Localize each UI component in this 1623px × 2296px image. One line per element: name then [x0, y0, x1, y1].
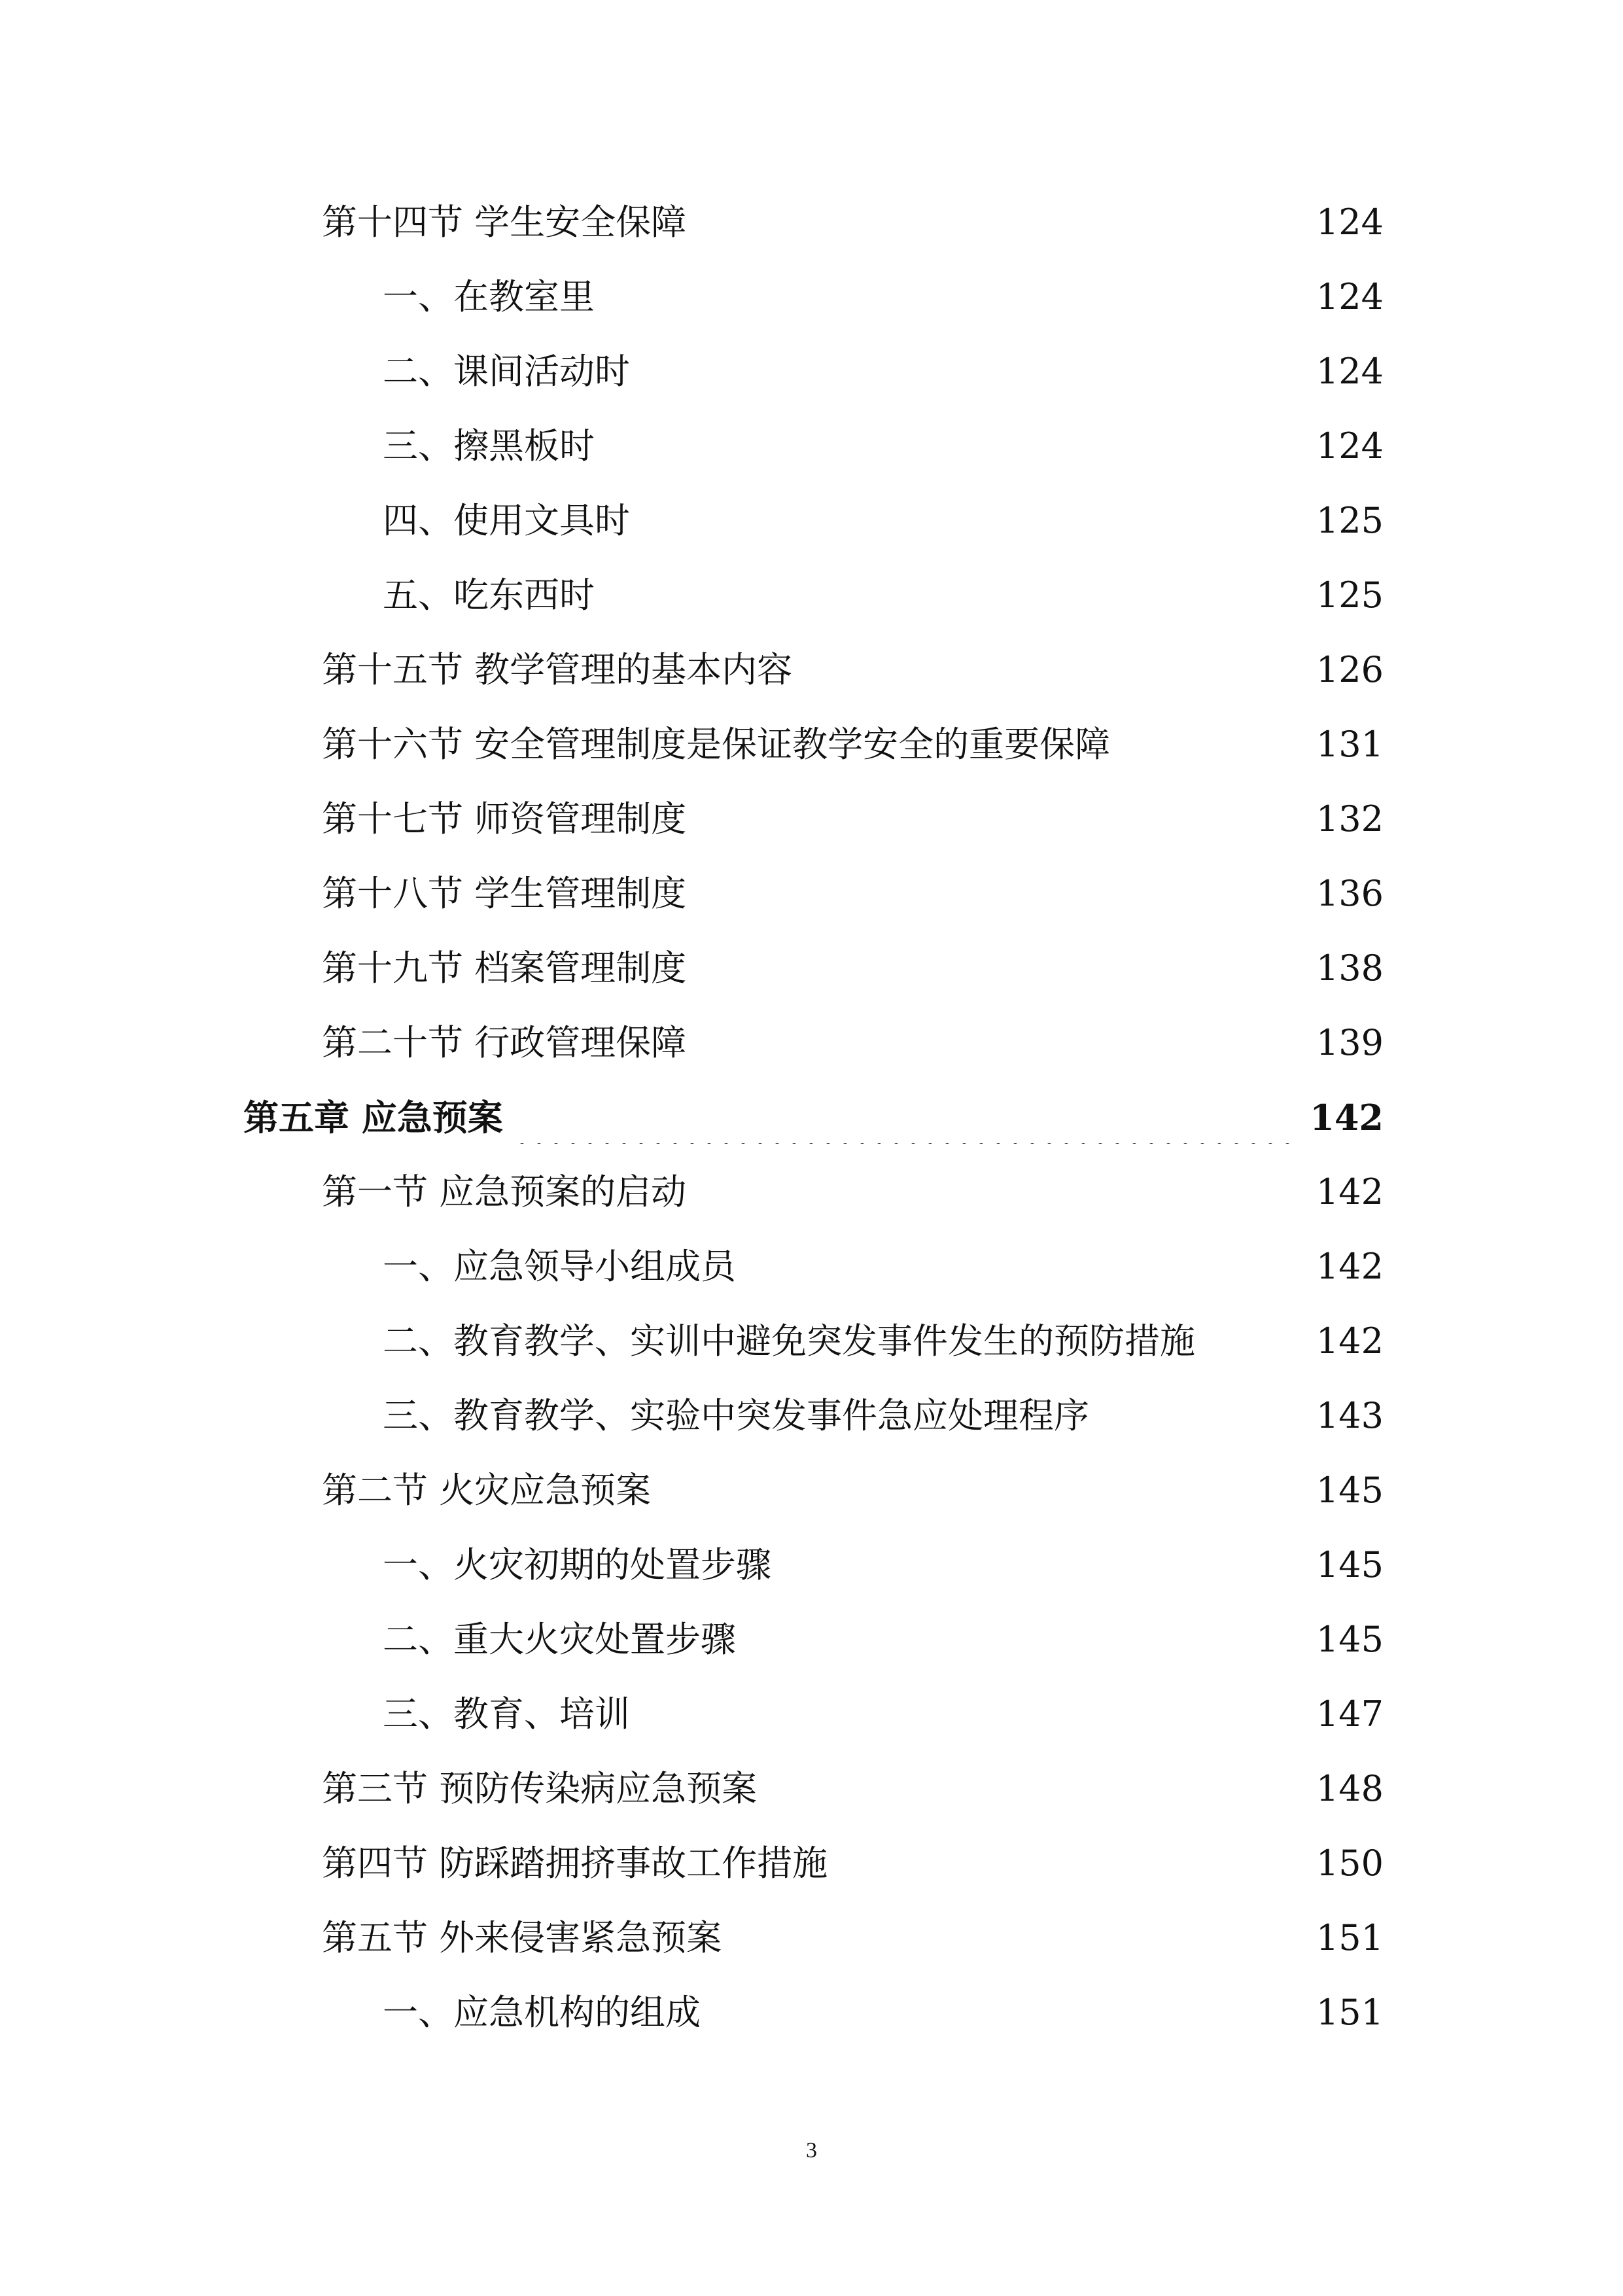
toc-entry-page: 147 — [1316, 1693, 1384, 1735]
dot-leader — [767, 1763, 1293, 1815]
toc-entry[interactable] — [322, 793, 1384, 845]
toc-entry-page: 124 — [1316, 425, 1384, 467]
toc-entry-page: 132 — [1316, 798, 1384, 839]
dot-leader — [1202, 1315, 1312, 1368]
toc-entry-page: 145 — [1316, 1544, 1384, 1585]
toc-entry-title: 第五节 外来侵害紧急预案 — [322, 1917, 722, 1958]
toc-entry-title: 第十四节 学生安全保障 — [322, 202, 687, 243]
dot-leader — [1121, 718, 1293, 771]
toc-entry[interactable] — [322, 868, 1384, 920]
dot-leader — [514, 1091, 1299, 1144]
toc-entry[interactable] — [383, 271, 1384, 323]
toc-entry-title: 四、使用文具时 — [383, 500, 630, 541]
toc-entry[interactable] — [383, 1241, 1384, 1293]
toc-entry-title: 第二十节 行政管理保障 — [322, 1022, 687, 1063]
toc-entry-page: 124 — [1316, 202, 1384, 243]
toc-entry-page: 124 — [1316, 351, 1384, 392]
toc-entry[interactable] — [322, 718, 1384, 771]
toc-entry[interactable] — [383, 1688, 1384, 1740]
toc-entry-page: 138 — [1316, 947, 1384, 989]
dot-leader — [697, 1017, 1293, 1069]
toc-entry-title: 三、擦黑板时 — [383, 425, 595, 467]
toc-entry-title: 第十九节 档案管理制度 — [322, 947, 687, 989]
toc-entry[interactable] — [383, 1390, 1384, 1442]
dot-leader — [601, 569, 1312, 622]
toc-entry-page: 125 — [1316, 500, 1384, 541]
toc-entry-page: 131 — [1316, 724, 1384, 765]
toc-entry[interactable] — [322, 942, 1384, 995]
toc-entry-title: 第五章 应急预案 — [243, 1097, 503, 1139]
toc-entry-title: 第二节 火灾应急预案 — [322, 1470, 652, 1511]
toc-entry-title: 第一节 应急预案的启动 — [322, 1171, 687, 1212]
toc-entry-page: 139 — [1316, 1022, 1384, 1063]
dot-leader — [803, 644, 1293, 696]
toc-entry-page: 151 — [1316, 1992, 1384, 2033]
toc-entry[interactable] — [383, 569, 1384, 622]
toc-entry-page: 150 — [1316, 1843, 1384, 1884]
dot-leader — [778, 1539, 1312, 1591]
toc-entry-page: 151 — [1316, 1917, 1384, 1958]
dot-leader — [637, 1688, 1312, 1740]
dot-leader — [732, 1912, 1293, 1964]
toc-entry-title: 第十六节 安全管理制度是保证教学安全的重要保障 — [322, 724, 1111, 765]
toc-entry-title: 第十八节 学生管理制度 — [322, 873, 687, 914]
toc-entry[interactable] — [322, 1837, 1384, 1890]
toc-entry[interactable] — [383, 1614, 1384, 1666]
toc-entry-title: 二、重大火灾处置步骤 — [383, 1619, 736, 1660]
dot-leader — [637, 345, 1312, 398]
dot-leader — [838, 1837, 1293, 1890]
toc-entry-page: 142 — [1316, 1246, 1384, 1287]
toc-entry-page: 143 — [1316, 1395, 1384, 1436]
toc-entry-title: 一、应急领导小组成员 — [383, 1246, 736, 1287]
toc-entry[interactable] — [383, 495, 1384, 547]
toc-entry-title: 一、火灾初期的处置步骤 — [383, 1544, 771, 1585]
toc-entry-page: 124 — [1316, 276, 1384, 317]
dot-leader — [637, 495, 1312, 547]
dot-leader — [742, 1241, 1312, 1293]
dot-leader — [601, 271, 1312, 323]
toc-entry-title: 一、在教室里 — [383, 276, 595, 317]
toc-chapter-entry[interactable] — [243, 1091, 1384, 1144]
dot-leader — [697, 196, 1293, 249]
toc-entry-page: 145 — [1316, 1470, 1384, 1511]
dot-leader — [742, 1614, 1312, 1666]
toc-entry[interactable] — [322, 1763, 1384, 1815]
toc-entry-title: 一、应急机构的组成 — [383, 1992, 701, 2033]
toc-entry-page: 142 — [1316, 1171, 1384, 1212]
toc-entry[interactable] — [383, 1315, 1384, 1368]
toc-entry-page: 125 — [1316, 574, 1384, 616]
dot-leader — [707, 1987, 1312, 2039]
dot-leader — [661, 1464, 1293, 1517]
toc-entry-page: 142 — [1316, 1320, 1384, 1362]
dot-leader — [697, 942, 1293, 995]
page-number: 3 — [806, 2138, 817, 2163]
toc-entry-title: 三、教育教学、实验中突发事件急应处理程序 — [383, 1395, 1089, 1436]
toc-entry-page: 142 — [1310, 1097, 1384, 1139]
dot-leader — [1096, 1390, 1312, 1442]
dot-leader — [697, 1166, 1293, 1218]
toc-entry[interactable] — [322, 196, 1384, 249]
toc-entry[interactable] — [383, 1539, 1384, 1591]
toc-entry-title: 第四节 防踩踏拥挤事故工作措施 — [322, 1843, 828, 1884]
toc-entry[interactable] — [383, 420, 1384, 472]
toc-entry-title: 第十七节 师资管理制度 — [322, 798, 687, 839]
toc-entry-title: 五、吃东西时 — [383, 574, 595, 616]
toc-entry[interactable] — [322, 644, 1384, 696]
toc-entry-title: 二、教育教学、实训中避免突发事件发生的预防措施 — [383, 1320, 1195, 1362]
toc-entry[interactable] — [322, 1912, 1384, 1964]
dot-leader — [601, 420, 1312, 472]
toc-entry-title: 二、课间活动时 — [383, 351, 630, 392]
toc-entry[interactable] — [383, 1987, 1384, 2039]
toc-entry[interactable] — [322, 1017, 1384, 1069]
dot-leader — [697, 793, 1293, 845]
toc-entry-page: 148 — [1316, 1768, 1384, 1809]
toc-entry-page: 136 — [1316, 873, 1384, 914]
toc-entry[interactable] — [383, 345, 1384, 398]
toc-entry[interactable] — [322, 1464, 1384, 1517]
toc-entry-title: 第三节 预防传染病应急预案 — [322, 1768, 758, 1809]
toc-entry-page: 145 — [1316, 1619, 1384, 1660]
toc-entry-page: 126 — [1316, 649, 1384, 690]
toc-entry-title: 三、教育、培训 — [383, 1693, 630, 1735]
toc-entry-title: 第十五节 教学管理的基本内容 — [322, 649, 793, 690]
dot-leader — [697, 868, 1293, 920]
toc-entry[interactable] — [322, 1166, 1384, 1218]
